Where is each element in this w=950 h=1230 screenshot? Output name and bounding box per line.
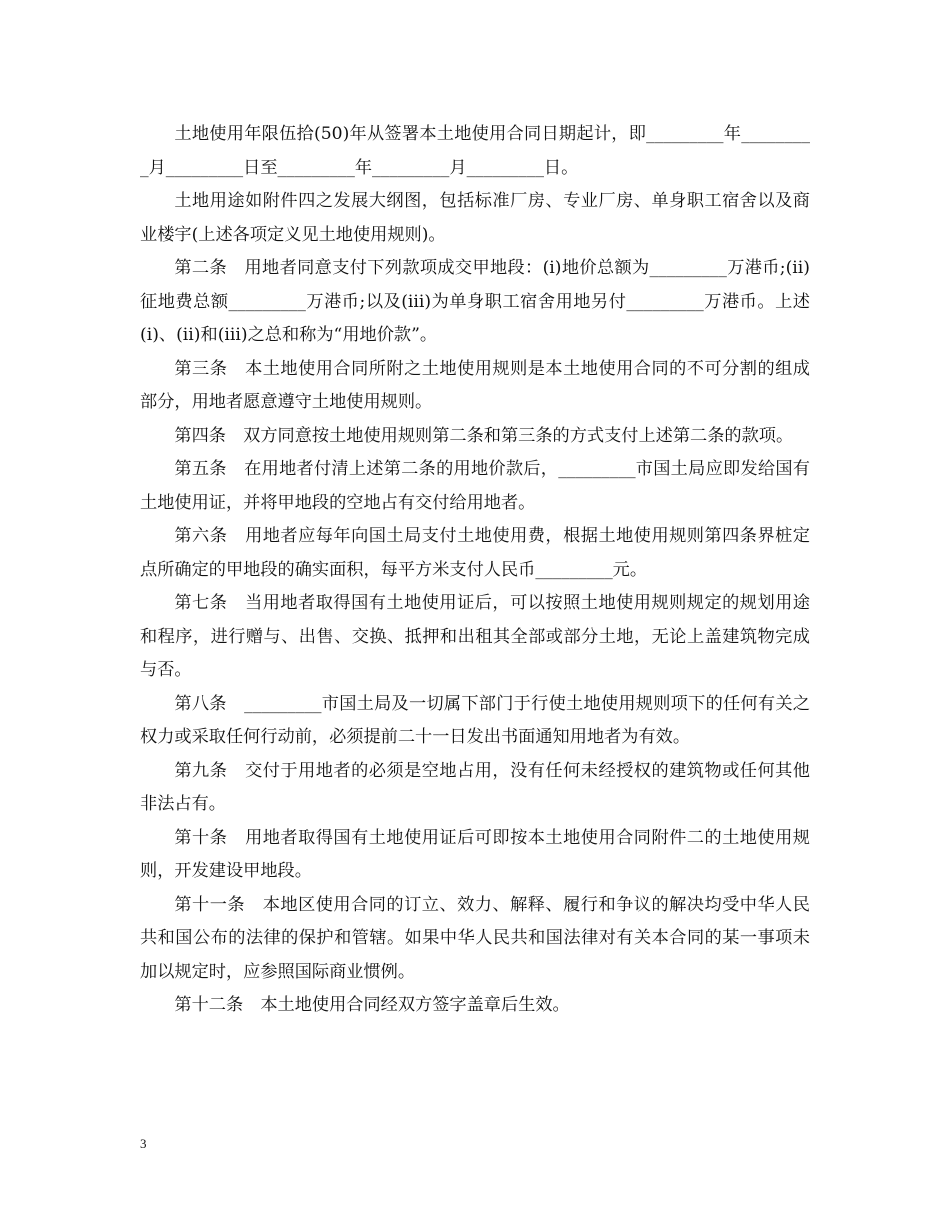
paragraph-article-11: 第十一条 本地区使用合同的订立、效力、解释、履行和争议的解决均受中华人民共和国公布的法律的保护和管辖。如果中华人民共和国法律对有关本合同的某一事项未加以规定时，应参照国际商业惯例。 (140, 894, 810, 982)
paragraph-article-12: 第十二条 本土地使用合同经双方签字盖章后生效。 (174, 995, 570, 1015)
paragraph-article-8: 第八条 _________市国土局及一切属下部门于行使土地使用规则项下的任何有关之权力或采取任何行动前，必须提前二十一日发出书面通知用地者为有效。 (140, 693, 810, 747)
paragraph-land-use-term: 土地使用年限伍拾(50)年从签署本土地使用合同日期起计，即_________年_________月_________日至_________年_________月_________日。 (140, 124, 810, 178)
paragraph-article-5: 第五条 在用地者付清上述第二条的用地价款后，_________市国土局应即发给国有土地使用证，并将甲地段的空地占有交付给用地者。 (140, 459, 810, 513)
paragraph-article-7: 第七条 当用地者取得国有土地使用证后，可以按照土地使用规则规定的规划用途和程序，进行赠与、出售、交换、抵押和出租其全部或部分土地，无论上盖建筑物完成与否。 (140, 593, 810, 680)
paragraph-article-3: 第三条 本土地使用合同所附之土地使用规则是本土地使用合同的不可分割的组成部分，用地者愿意遵守土地使用规则。 (140, 358, 810, 412)
paragraph-article-9: 第九条 交付于用地者的必须是空地占用，没有任何未经授权的建筑物或任何其他非法占有。 (140, 760, 810, 814)
paragraph-article-6: 第六条 用地者应每年向国土局支付土地使用费，根据土地使用规则第四条界桩定点所确定的甲地段的确实面积，每平方米支付人民币_________元。 (140, 526, 810, 580)
page-number: 3 (140, 1136, 147, 1151)
paragraph-land-purpose: 土地用途如附件四之发展大纲图，包括标准厂房、专业厂房、单身职工宿舍以及商业楼宇(上述各项定义见土地使用规则)。 (140, 191, 810, 245)
paragraph-article-10: 第十条 用地者取得国有土地使用证后可即按本土地使用合同附件二的土地使用规则，开发建设甲地段。 (140, 827, 810, 881)
document-body (140, 118, 810, 1023)
paragraph-article-4: 第四条 双方同意按土地使用规则第二条和第三条的方式支付上述第二条的款项。 (174, 425, 794, 446)
paragraph-article-2: 第二条 用地者同意支付下列款项成交甲地段：(i)地价总额为_________万港币;(ii)征地费总额_________万港币;以及(iii)为单身职工宿舍用地另付_________万港币。上述(i)、(ii)和(iii)之总和称为“用地价款”。 (140, 258, 810, 345)
